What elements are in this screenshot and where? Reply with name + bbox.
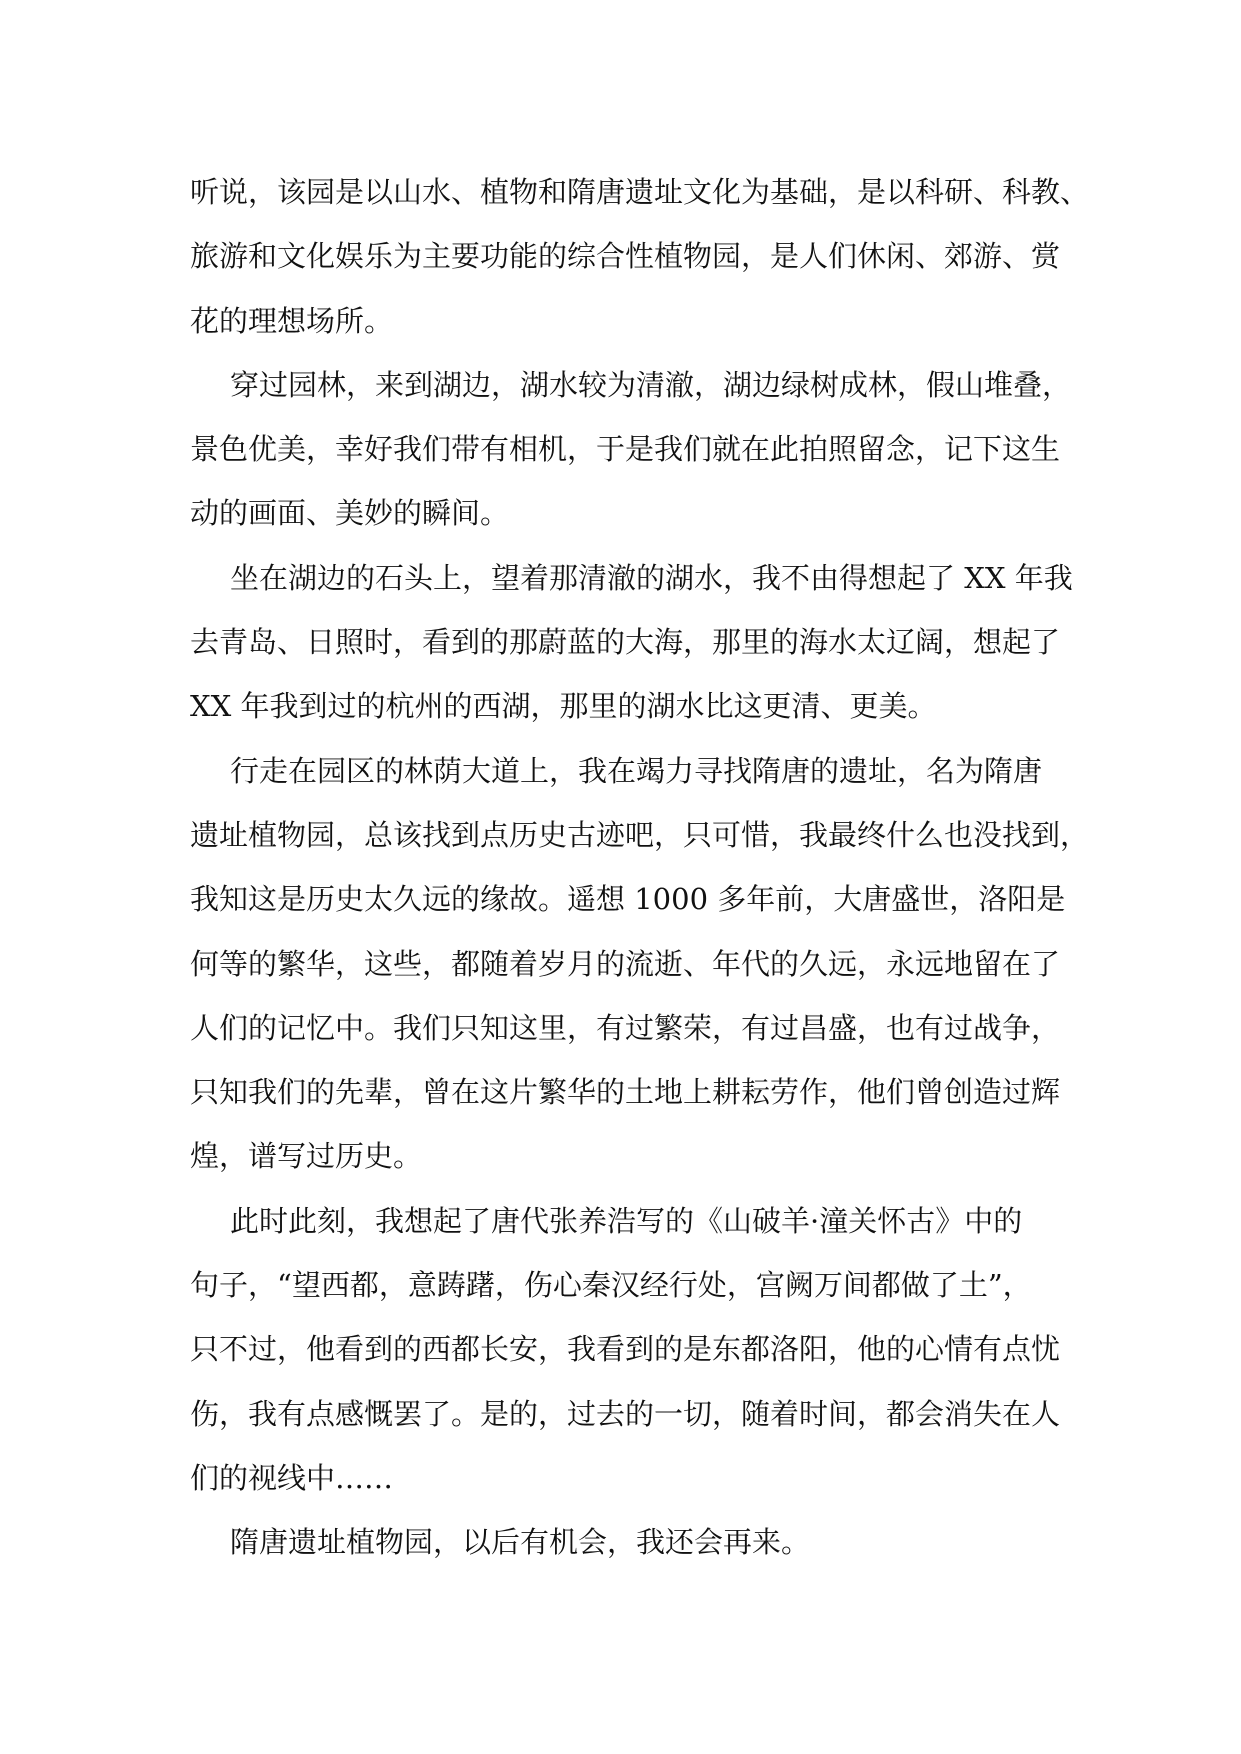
text-line: 行走在园区的林荫大道上，我在竭力寻找隋唐的遗址，名为隋唐 [230,753,1043,788]
text-line: 煌，谱写过历史。 [190,1139,423,1174]
text-line: 只知我们的先辈，曾在这片繁华的土地上耕耘劳作，他们曾创造过辉 [190,1075,1061,1110]
text-line: 坐在湖边的石头上，望着那清澈的湖水，我不由得想起了 XX 年我 [230,560,1073,595]
paragraph-3 [190,546,1073,739]
text-line: 我知这是历史太久远的缘故。遥想 1000 多年前，大唐盛世，洛阳是 [190,882,1066,917]
document-body [190,160,1090,1575]
paragraph-1 [190,160,1090,353]
text-line: 此时此刻，我想起了唐代张养浩写的《山破羊·潼关怀古》中的 [230,1203,1023,1238]
paragraph-2 [190,353,1070,546]
text-line: 旅游和文化娱乐为主要功能的综合性植物园，是人们休闲、郊游、赏 [190,239,1061,274]
text-line: 动的画面、美妙的瞬间。 [190,496,510,531]
text-line: 们的视线中…… [190,1460,394,1495]
text-line: 人们的记忆中。我们只知这里，有过繁荣，有过昌盛，也有过战争， [190,1010,1061,1045]
text-line: 花的理想场所。 [190,303,394,338]
paragraph-5 [190,1189,1070,1510]
text-line: 听说，该园是以山水、植物和隋唐遗址文化为基础，是以科研、科教、 [190,175,1090,209]
text-line: 景色优美，幸好我们带有相机，于是我们就在此拍照留念，记下这生 [190,432,1061,467]
text-line: 何等的繁华，这些，都随着岁月的流逝、年代的久远，永远地留在了 [190,946,1061,981]
text-line: 句子，“望西都，意踌躇，伤心秦汉经行处，宫阙万间都做了土”， [190,1268,1032,1303]
text-line: XX 年我到过的杭州的西湖，那里的湖水比这更清、更美。 [190,689,937,724]
text-line: 只不过，他看到的西都长安，我看到的是东都洛阳，他的心情有点忧 [190,1332,1061,1367]
paragraph-6 [190,1510,1070,1574]
text-line: 遗址植物园，总该找到点历史古迹吧，只可惜，我最终什么也没找到， [190,817,1090,852]
text-line: 去青岛、日照时，看到的那蔚蓝的大海，那里的海水太辽阔，想起了 [190,625,1061,660]
text-line: 穿过园林，来到湖边，湖水较为清澈，湖边绿树成林，假山堆叠， [230,367,1072,402]
paragraph-4 [190,739,1090,1189]
text-line: 隋唐遗址植物园，以后有机会，我还会再来。 [230,1525,811,1560]
text-line: 伤，我有点感慨罢了。是的，过去的一切，随着时间，都会消失在人 [190,1396,1061,1431]
